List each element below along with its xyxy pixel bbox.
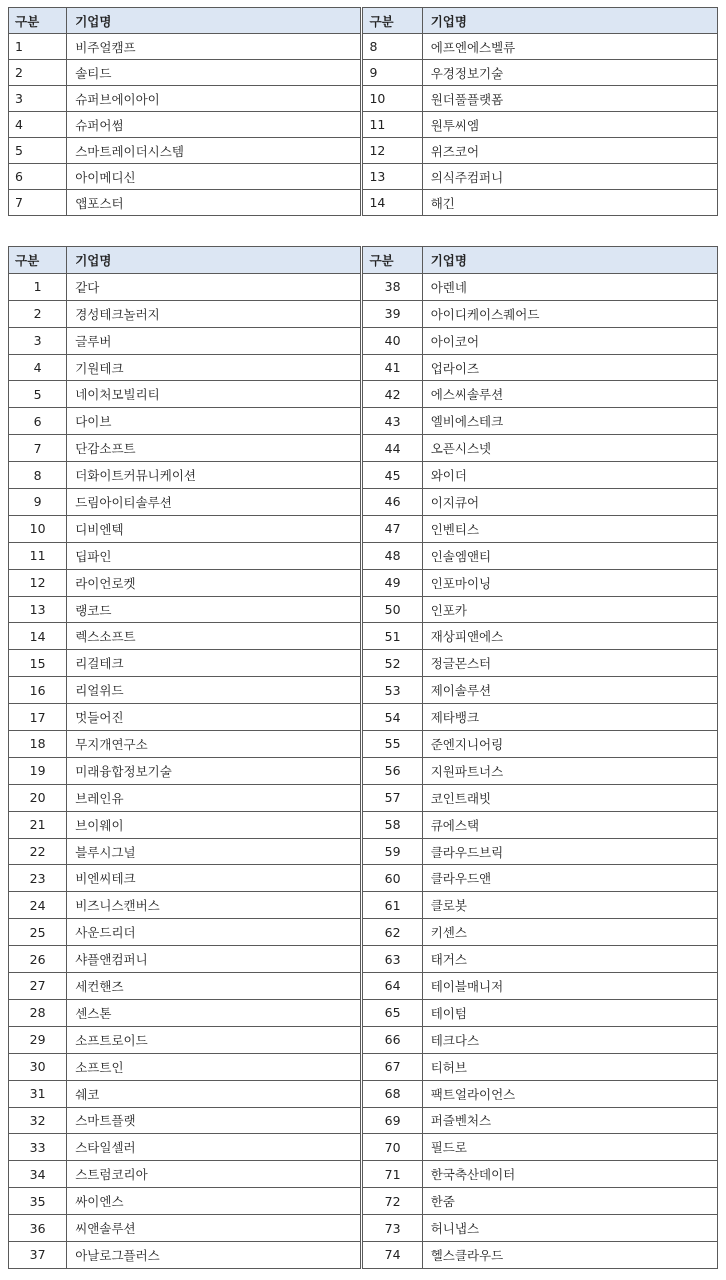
row-number: 36 [9, 1215, 67, 1242]
table-row [9, 34, 718, 60]
company-name: 비즈니스캔버스 [67, 892, 362, 919]
company-name: 인벤티스 [422, 515, 717, 542]
company-name: 해긴 [422, 190, 717, 216]
table-row [9, 515, 718, 542]
table-row [9, 300, 718, 327]
table-row [9, 435, 718, 462]
row-number: 7 [9, 435, 67, 462]
company-name: 샤플앤컴퍼니 [67, 946, 362, 973]
company-name: 딥파인 [67, 542, 362, 569]
row-number: 39 [362, 300, 422, 327]
header-company-name: 기업명 [422, 247, 717, 274]
company-name: 리걸테크 [67, 650, 362, 677]
company-name: 키센스 [422, 919, 717, 946]
row-number: 67 [362, 1053, 422, 1080]
row-number: 12 [362, 138, 422, 164]
row-number: 56 [362, 757, 422, 784]
company-name: 렉스소프트 [67, 623, 362, 650]
row-number: 2 [9, 300, 67, 327]
company-name: 인솔엠앤티 [422, 542, 717, 569]
table-row [9, 1107, 718, 1134]
table-row [9, 1188, 718, 1215]
row-number: 22 [9, 838, 67, 865]
company-name: 클로봇 [422, 892, 717, 919]
header-category: 구분 [9, 247, 67, 274]
company-name: 제타뱅크 [422, 704, 717, 731]
header-company-name: 기업명 [67, 247, 362, 274]
row-number: 53 [362, 677, 422, 704]
company-name: 아렌네 [422, 273, 717, 300]
row-number: 3 [9, 86, 67, 112]
row-number: 14 [9, 623, 67, 650]
company-name: 티허브 [422, 1053, 717, 1080]
company-name: 한국축산데이터 [422, 1161, 717, 1188]
company-name: 원투씨엠 [422, 112, 717, 138]
company-name: 스마트플랫 [67, 1107, 362, 1134]
table-row [9, 677, 718, 704]
row-number: 54 [362, 704, 422, 731]
company-name: 솔티드 [67, 60, 362, 86]
row-number: 8 [362, 34, 422, 60]
header-company-name: 기업명 [422, 8, 717, 34]
row-number: 1 [9, 34, 67, 60]
company-name: 랭코드 [67, 596, 362, 623]
company-name: 더화이트커뮤니케이션 [67, 462, 362, 489]
company-name: 사운드리더 [67, 919, 362, 946]
row-number: 72 [362, 1188, 422, 1215]
table-row [9, 112, 718, 138]
row-number: 61 [362, 892, 422, 919]
company-name: 소프트로이드 [67, 1026, 362, 1053]
table-row [9, 731, 718, 758]
row-number: 35 [9, 1188, 67, 1215]
company-name: 경성테크놀러지 [67, 300, 362, 327]
table-row [9, 408, 718, 435]
row-number: 5 [9, 138, 67, 164]
row-number: 9 [9, 489, 67, 516]
row-number: 7 [9, 190, 67, 216]
row-number: 66 [362, 1026, 422, 1053]
row-number: 12 [9, 569, 67, 596]
row-number: 13 [362, 164, 422, 190]
company-name: 큐에스택 [422, 811, 717, 838]
row-number: 11 [362, 112, 422, 138]
table-row [9, 1026, 718, 1053]
row-number: 51 [362, 623, 422, 650]
row-number: 62 [362, 919, 422, 946]
company-name: 지원파트너스 [422, 757, 717, 784]
row-number: 27 [9, 973, 67, 1000]
company-name: 비주얼캠프 [67, 34, 362, 60]
table-row [9, 1080, 718, 1107]
table-row [9, 1241, 718, 1268]
row-number: 65 [362, 999, 422, 1026]
table-row [9, 650, 718, 677]
row-number: 21 [9, 811, 67, 838]
table-row [9, 892, 718, 919]
company-name: 아날로그플러스 [67, 1241, 362, 1268]
row-number: 52 [362, 650, 422, 677]
table-header-row [9, 247, 718, 274]
row-number: 46 [362, 489, 422, 516]
company-name: 아이메디신 [67, 164, 362, 190]
row-number: 13 [9, 596, 67, 623]
company-name: 슈퍼브에이아이 [67, 86, 362, 112]
row-number: 38 [362, 273, 422, 300]
row-number: 28 [9, 999, 67, 1026]
company-name: 드림아이티솔루션 [67, 489, 362, 516]
row-number: 4 [9, 112, 67, 138]
row-number: 11 [9, 542, 67, 569]
company-name: 미래융합정보기술 [67, 757, 362, 784]
company-name: 디비엔텍 [67, 515, 362, 542]
table-row [9, 273, 718, 300]
company-name: 단감소프트 [67, 435, 362, 462]
row-number: 19 [9, 757, 67, 784]
company-name: 엘비에스테크 [422, 408, 717, 435]
company-name: 슈퍼어썸 [67, 112, 362, 138]
company-name: 같다 [67, 273, 362, 300]
row-number: 20 [9, 784, 67, 811]
company-name: 스트럼코리아 [67, 1161, 362, 1188]
table-row [9, 919, 718, 946]
row-number: 25 [9, 919, 67, 946]
table-row [9, 138, 718, 164]
row-number: 9 [362, 60, 422, 86]
row-number: 45 [362, 462, 422, 489]
header-category: 구분 [362, 8, 422, 34]
row-number: 23 [9, 865, 67, 892]
row-number: 33 [9, 1134, 67, 1161]
company-name: 글루버 [67, 327, 362, 354]
company-name: 스마트레이더시스템 [67, 138, 362, 164]
table-row [9, 327, 718, 354]
company-name: 원더풀플랫폼 [422, 86, 717, 112]
company-name: 와이더 [422, 462, 717, 489]
company-name: 퍼즐벤처스 [422, 1107, 717, 1134]
company-name: 한줌 [422, 1188, 717, 1215]
company-name: 오픈시스넷 [422, 435, 717, 462]
table-row [9, 1161, 718, 1188]
company-name: 우경정보기술 [422, 60, 717, 86]
row-number: 63 [362, 946, 422, 973]
table-header-row [9, 8, 718, 34]
company-name: 인포마이닝 [422, 569, 717, 596]
row-number: 29 [9, 1026, 67, 1053]
company-name: 센스톤 [67, 999, 362, 1026]
company-name: 네이처모빌리티 [67, 381, 362, 408]
row-number: 32 [9, 1107, 67, 1134]
company-name: 재상피앤에스 [422, 623, 717, 650]
company-name: 준엔지니어링 [422, 731, 717, 758]
header-category: 구분 [362, 247, 422, 274]
row-number: 70 [362, 1134, 422, 1161]
row-number: 55 [362, 731, 422, 758]
company-name: 테이블매니저 [422, 973, 717, 1000]
row-number: 50 [362, 596, 422, 623]
company-name: 테크다스 [422, 1026, 717, 1053]
header-category: 구분 [9, 8, 67, 34]
row-number: 44 [362, 435, 422, 462]
table-row [9, 381, 718, 408]
company-name: 멋들어진 [67, 704, 362, 731]
company-table-2-body [9, 273, 718, 1268]
row-number: 1 [9, 273, 67, 300]
table-row [9, 60, 718, 86]
table-row [9, 569, 718, 596]
company-name: 스타일셀러 [67, 1134, 362, 1161]
row-number: 74 [362, 1241, 422, 1268]
table-row [9, 999, 718, 1026]
company-name: 팩트얼라이언스 [422, 1080, 717, 1107]
row-number: 59 [362, 838, 422, 865]
row-number: 2 [9, 60, 67, 86]
company-name: 제이솔루션 [422, 677, 717, 704]
company-name: 위즈코어 [422, 138, 717, 164]
table-row [9, 811, 718, 838]
header-company-name: 기업명 [67, 8, 362, 34]
row-number: 10 [9, 515, 67, 542]
company-name: 아이디케이스퀘어드 [422, 300, 717, 327]
row-number: 17 [9, 704, 67, 731]
table-row [9, 623, 718, 650]
table-row [9, 542, 718, 569]
row-number: 47 [362, 515, 422, 542]
company-name: 앱포스터 [67, 190, 362, 216]
company-name: 블루시그널 [67, 838, 362, 865]
company-table-1 [8, 7, 718, 216]
row-number: 57 [362, 784, 422, 811]
company-name: 쉐코 [67, 1080, 362, 1107]
company-name: 업라이즈 [422, 354, 717, 381]
table-row [9, 946, 718, 973]
company-name: 태거스 [422, 946, 717, 973]
table-row [9, 596, 718, 623]
company-name: 필드로 [422, 1134, 717, 1161]
table-row [9, 838, 718, 865]
row-number: 41 [362, 354, 422, 381]
company-name: 세컨핸즈 [67, 973, 362, 1000]
table-row [9, 462, 718, 489]
company-name: 테이텀 [422, 999, 717, 1026]
company-name: 라이언로켓 [67, 569, 362, 596]
company-name: 씨앤솔루션 [67, 1215, 362, 1242]
company-name: 인포카 [422, 596, 717, 623]
table-row [9, 704, 718, 731]
company-name: 헬스클라우드 [422, 1241, 717, 1268]
row-number: 5 [9, 381, 67, 408]
company-name: 브레인유 [67, 784, 362, 811]
company-name: 클라우드브릭 [422, 838, 717, 865]
row-number: 31 [9, 1080, 67, 1107]
row-number: 58 [362, 811, 422, 838]
row-number: 6 [9, 164, 67, 190]
company-name: 비엔씨테크 [67, 865, 362, 892]
row-number: 6 [9, 408, 67, 435]
row-number: 68 [362, 1080, 422, 1107]
row-number: 43 [362, 408, 422, 435]
row-number: 3 [9, 327, 67, 354]
row-number: 18 [9, 731, 67, 758]
table-row [9, 973, 718, 1000]
row-number: 60 [362, 865, 422, 892]
company-name: 무지개연구소 [67, 731, 362, 758]
company-name: 소프트인 [67, 1053, 362, 1080]
table-row [9, 164, 718, 190]
table-row [9, 757, 718, 784]
company-name: 기원테크 [67, 354, 362, 381]
company-table-1-body [9, 34, 718, 216]
row-number: 40 [362, 327, 422, 354]
company-name: 의식주컴퍼니 [422, 164, 717, 190]
table-row [9, 190, 718, 216]
company-name: 아이코어 [422, 327, 717, 354]
company-name: 이지큐어 [422, 489, 717, 516]
table-row [9, 354, 718, 381]
row-number: 14 [362, 190, 422, 216]
table-row [9, 865, 718, 892]
table-row [9, 489, 718, 516]
company-name: 클라우드앤 [422, 865, 717, 892]
row-number: 24 [9, 892, 67, 919]
table-row [9, 86, 718, 112]
company-name: 다이브 [67, 408, 362, 435]
row-number: 42 [362, 381, 422, 408]
table-row [9, 784, 718, 811]
row-number: 73 [362, 1215, 422, 1242]
row-number: 4 [9, 354, 67, 381]
row-number: 8 [9, 462, 67, 489]
company-name: 정글몬스터 [422, 650, 717, 677]
table-row [9, 1215, 718, 1242]
row-number: 64 [362, 973, 422, 1000]
company-name: 허니냅스 [422, 1215, 717, 1242]
table-row [9, 1053, 718, 1080]
row-number: 34 [9, 1161, 67, 1188]
row-number: 10 [362, 86, 422, 112]
row-number: 71 [362, 1161, 422, 1188]
company-name: 리얼위드 [67, 677, 362, 704]
company-name: 싸이엔스 [67, 1188, 362, 1215]
row-number: 30 [9, 1053, 67, 1080]
row-number: 48 [362, 542, 422, 569]
row-number: 15 [9, 650, 67, 677]
row-number: 16 [9, 677, 67, 704]
table-row [9, 1134, 718, 1161]
company-table-2 [8, 246, 718, 1269]
company-name: 코인트래빗 [422, 784, 717, 811]
row-number: 69 [362, 1107, 422, 1134]
company-name: 브이웨이 [67, 811, 362, 838]
row-number: 26 [9, 946, 67, 973]
row-number: 49 [362, 569, 422, 596]
company-name: 에프엔에스벨류 [422, 34, 717, 60]
company-name: 에스씨솔루션 [422, 381, 717, 408]
row-number: 37 [9, 1241, 67, 1268]
